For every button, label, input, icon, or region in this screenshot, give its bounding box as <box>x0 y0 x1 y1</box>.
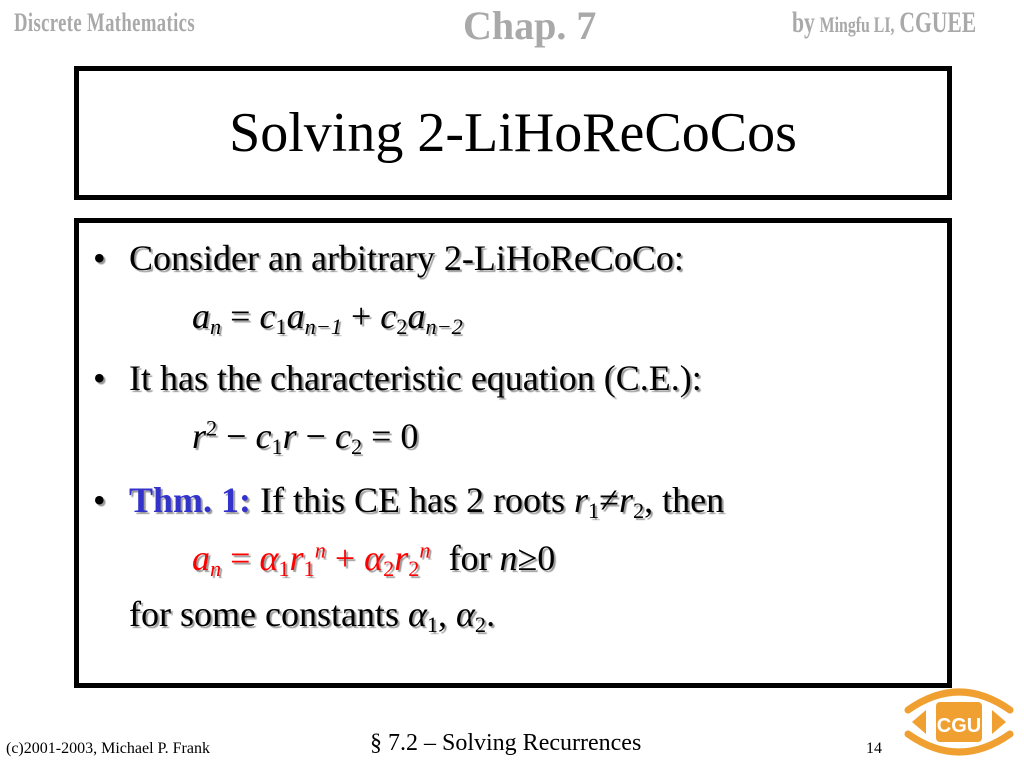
theorem-label: Thm. 1: <box>129 480 252 520</box>
header-chapter: Chap. 7 <box>463 3 597 48</box>
solution-formula-red: $a_n = \alpha_1r_1^n + \alpha_2r_2^n$ <box>192 537 431 582</box>
bullet-marker: • <box>93 480 106 520</box>
bullet-marker: • <box>93 358 106 398</box>
bullet-2-text: It has the characteristic equation (C.E.): <box>129 358 702 398</box>
footer-section: § 7.2 – Solving Recurrences <box>370 730 642 756</box>
header-author-name: Mingfu LI, <box>819 12 895 37</box>
header-author <box>792 6 976 40</box>
slide-title-box <box>74 66 952 200</box>
characteristic-equation: $r^2 - c_1r - c_2 = 0$ <box>192 415 419 460</box>
bullet-1-text: Consider an arbitrary 2-LiHoReCoCo: <box>129 238 684 278</box>
header-author-org: CGUEE <box>899 6 977 39</box>
bullet-3-line-3: for some constants $\alpha_1$, $\alpha_2$. <box>129 594 496 638</box>
slide-title: Solving 2-LiHoReCoCos <box>229 102 797 164</box>
header-author-by: by <box>792 6 815 39</box>
footer-copyright: (c)2001-2003, Michael P. Frank <box>6 740 210 757</box>
header-course-title: Discrete Mathematics <box>14 8 195 37</box>
recurrence-equation: $a_n = c_1a_{n-1} + c_2a_{n-2}$ <box>192 296 463 340</box>
slide-body-box <box>74 218 952 688</box>
solution-formula: $a_n = \alpha_1r_1^n + \alpha_2r_2^n$ for n≥0 <box>192 537 556 582</box>
bullet-3-content: Thm. 1: If this CE has 2 roots $r_1\ne r_2$, then <box>129 480 725 524</box>
bullet-marker: • <box>93 238 106 278</box>
cgu-logo-text: CGU <box>936 715 982 737</box>
page-number: 14 <box>866 740 882 757</box>
cgu-logo-icon <box>900 680 1018 764</box>
